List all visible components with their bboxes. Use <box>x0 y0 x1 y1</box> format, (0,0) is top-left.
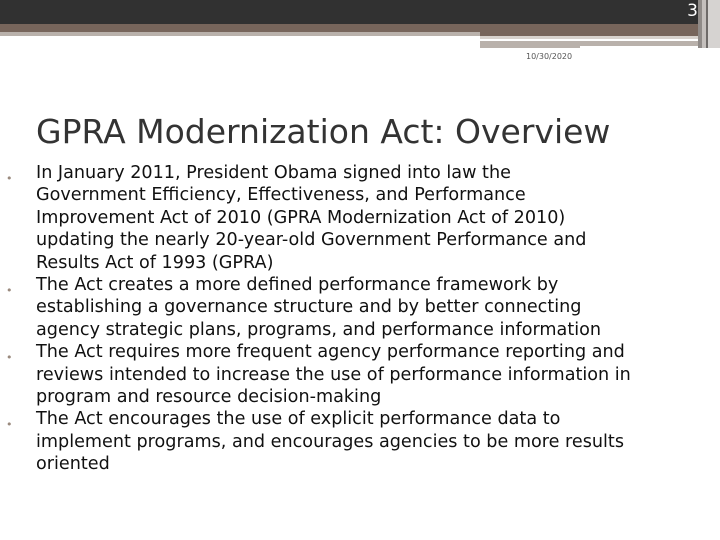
bullet-line: establishing a governance structure and by better connecting <box>36 297 582 318</box>
header-bar <box>0 0 720 24</box>
slide-title: GPRA Modernization Act: Overview <box>36 112 611 151</box>
bullet-line: Improvement Act of 2010 (GPRA Modernization Act of 2010) <box>36 207 566 228</box>
bullet-icon: • <box>6 172 13 185</box>
bullet-icon: • <box>6 418 13 432</box>
date-bar <box>480 41 580 48</box>
bullet-line: program and resource decision-making <box>36 387 382 408</box>
bullet-item <box>0 162 631 274</box>
bullet-list <box>0 162 631 476</box>
bullet-line: The Act requires more frequent agency performance reporting and <box>36 342 625 363</box>
bullet-icon: • <box>6 284 13 298</box>
bullet-line: implement programs, and encourages agencies to be more results <box>36 431 624 452</box>
bullet-item <box>0 408 631 475</box>
bullet-icon: • <box>6 351 13 365</box>
slide-date: 10/30/2020 <box>526 52 573 61</box>
slide-number: 3 <box>687 1 698 21</box>
bullet-line: Results Act of 1993 (GPRA) <box>36 252 274 273</box>
bullet-item <box>0 341 631 408</box>
bullet-line: The Act creates a more defined performance framework by <box>36 275 559 296</box>
bullet-item <box>0 274 631 341</box>
decor-strip <box>708 0 720 48</box>
header-stripe <box>0 24 720 32</box>
bullet-line: The Act encourages the use of explicit performance data to <box>36 409 561 430</box>
bullet-line: reviews intended to increase the use of performance information in <box>36 364 631 385</box>
date-bar-right <box>580 41 700 46</box>
bullet-line: agency strategic plans, programs, and performance information <box>36 319 602 340</box>
bullet-line: updating the nearly 20-year-old Government Performance and <box>36 230 587 251</box>
bullet-line: In January 2011, President Obama signed into law the <box>36 163 511 183</box>
header-underline <box>0 32 480 36</box>
bullet-line: oriented <box>36 454 110 475</box>
bullet-line: Government Efficiency, Effectiveness, and Performance <box>36 185 526 206</box>
